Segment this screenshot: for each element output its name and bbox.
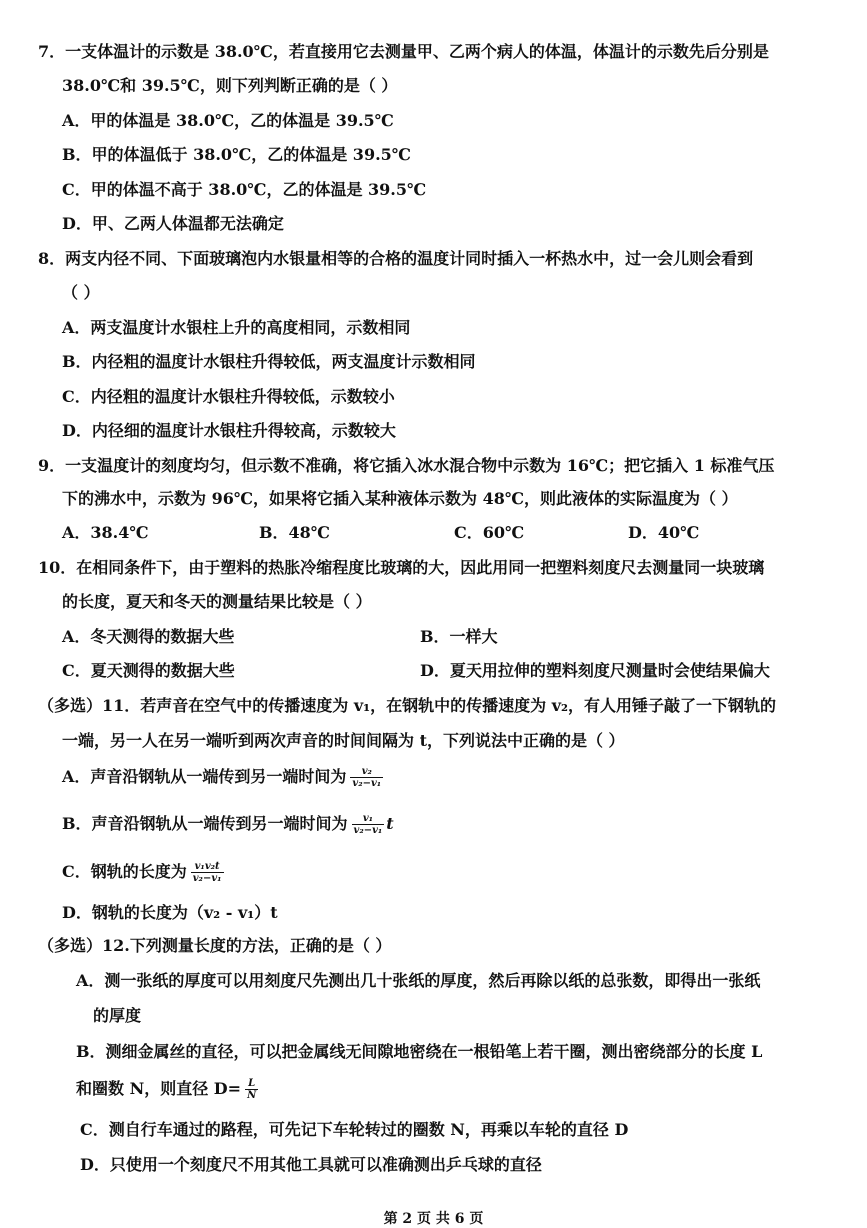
q9-option-a: A．38.4℃ bbox=[62, 523, 149, 542]
q11-option-c bbox=[62, 861, 224, 884]
q12-option-b-numerator: L bbox=[245, 1078, 258, 1090]
q9-option-d: D．40℃ bbox=[628, 523, 700, 542]
q12-option-b-line1: B．测细金属丝的直径，可以把金属线无间隙地密绕在一根铅笔上若干圈，测出密绕部分的长度 L bbox=[76, 1042, 763, 1061]
q12-option-b-fraction bbox=[245, 1078, 258, 1101]
page-footer: 第 2 页 共 6 页 bbox=[383, 1211, 484, 1227]
q8-option-b: B．内径粗的温度计水银柱升得较低，两支温度计示数相同 bbox=[62, 352, 476, 371]
q11-option-a-text: A．声音沿钢轨从一端传到另一端时间为 bbox=[62, 767, 347, 786]
q10-stem-line1: 10．在相同条件下，由于塑料的热胀冷缩程度比玻璃的大，因此用同一把塑料刻度尺去测量同一块玻璃 bbox=[38, 558, 765, 577]
q12-stem: （多选）12.下列测量长度的方法，正确的是（ ） bbox=[38, 936, 392, 955]
q12-option-a-line1: A．测一张纸的厚度可以用刻度尺先测出几十张纸的厚度，然后再除以纸的总张数，即得出一张纸 bbox=[76, 971, 761, 990]
q11-option-a bbox=[62, 766, 383, 789]
q8-stem-line2: （ ） bbox=[62, 283, 100, 302]
q11-stem-line1: （多选）11．若声音在空气中的传播速度为 v₁，在钢轨中的传播速度为 v₂，有人用锤子敲了一下钢轨的 bbox=[38, 696, 777, 715]
q11-option-b-denominator: v₂−v₁ bbox=[353, 825, 383, 836]
q12-option-c: C．测自行车通过的路程，可先记下车轮转过的圈数 N，再乘以车轮的直径 D bbox=[80, 1120, 629, 1139]
q11-option-b-time-var: t bbox=[386, 814, 394, 833]
q11-option-b-fraction bbox=[352, 813, 385, 836]
q11-option-b bbox=[62, 813, 394, 836]
q7-option-c: C．甲的体温不高于 38.0℃，乙的体温是 39.5℃ bbox=[62, 180, 427, 199]
q12-option-a-line2: 的厚度 bbox=[93, 1006, 142, 1025]
q10-stem-line2: 的长度，夏天和冬天的测量结果比较是（ ） bbox=[62, 592, 372, 611]
q10-option-c: C．夏天测得的数据大些 bbox=[62, 661, 235, 680]
q11-option-b-text: B．声音沿钢轨从一端传到另一端时间为 bbox=[62, 814, 348, 833]
q8-option-a: A．两支温度计水银柱上升的高度相同，示数相同 bbox=[62, 318, 411, 337]
q11-option-d: D．钢轨的长度为（v₂ - v₁）t bbox=[62, 903, 278, 922]
q11-option-a-fraction bbox=[350, 766, 383, 789]
q7-stem-line1: 7．一支体温计的示数是 38.0℃，若直接用它去测量甲、乙两个病人的体温，体温计的示数先后分别是 bbox=[38, 42, 769, 61]
q11-option-c-text: C．钢轨的长度为 bbox=[62, 862, 187, 881]
q9-option-b: B．48℃ bbox=[259, 523, 330, 542]
q8-stem-line1: 8．两支内径不同、下面玻璃泡内水银量相等的合格的温度计同时插入一杯热水中，过一会儿则会看到 bbox=[38, 249, 754, 268]
q11-stem-line2: 一端，另一人在另一端听到两次声音的时间间隔为 t，下列说法中正确的是（ ） bbox=[62, 731, 625, 750]
q7-option-a: A．甲的体温是 38.0℃，乙的体温是 39.5℃ bbox=[62, 111, 394, 130]
q11-option-c-denominator: v₂−v₁ bbox=[192, 873, 222, 884]
q11-option-a-numerator: v₂ bbox=[350, 766, 383, 778]
q9-option-c: C．60℃ bbox=[454, 523, 525, 542]
q8-option-d: D．内径细的温度计水银柱升得较高，示数较大 bbox=[62, 421, 396, 440]
q10-option-d: D．夏天用拉伸的塑料刻度尺测量时会使结果偏大 bbox=[420, 661, 770, 680]
q11-option-c-fraction bbox=[191, 861, 224, 884]
q11-option-b-numerator: v₁ bbox=[352, 813, 385, 825]
q12-option-b-line2 bbox=[76, 1078, 258, 1101]
q9-stem-line2: 下的沸水中，示数为 96℃，如果将它插入某种液体示数为 48℃，则此液体的实际温度为（ ） bbox=[62, 489, 738, 508]
q8-option-c: C．内径粗的温度计水银柱升得较低，示数较小 bbox=[62, 387, 395, 406]
q9-stem-line1: 9．一支温度计的刻度均匀，但示数不准确，将它插入冰水混合物中示数为 16℃；把它插入 1 标准气压 bbox=[38, 456, 775, 475]
q7-stem-line2: 38.0℃和 39.5℃，则下列判断正确的是（ ） bbox=[62, 76, 398, 95]
q11-option-a-denominator: v₂−v₁ bbox=[352, 778, 382, 789]
q12-option-d: D．只使用一个刻度尺不用其他工具就可以准确测出乒乓球的直径 bbox=[80, 1155, 542, 1174]
q12-option-b-line2-text: 和圈数 N，则直径 D= bbox=[76, 1079, 242, 1098]
q7-option-d: D．甲、乙两人体温都无法确定 bbox=[62, 214, 284, 233]
q10-option-a: A．冬天测得的数据大些 bbox=[62, 627, 235, 646]
q10-option-b: B．一样大 bbox=[420, 627, 498, 646]
q11-option-c-numerator: v₁v₂t bbox=[191, 861, 224, 873]
q12-option-b-denominator: N bbox=[247, 1090, 257, 1101]
q7-option-b: B．甲的体温低于 38.0℃，乙的体温是 39.5℃ bbox=[62, 145, 411, 164]
